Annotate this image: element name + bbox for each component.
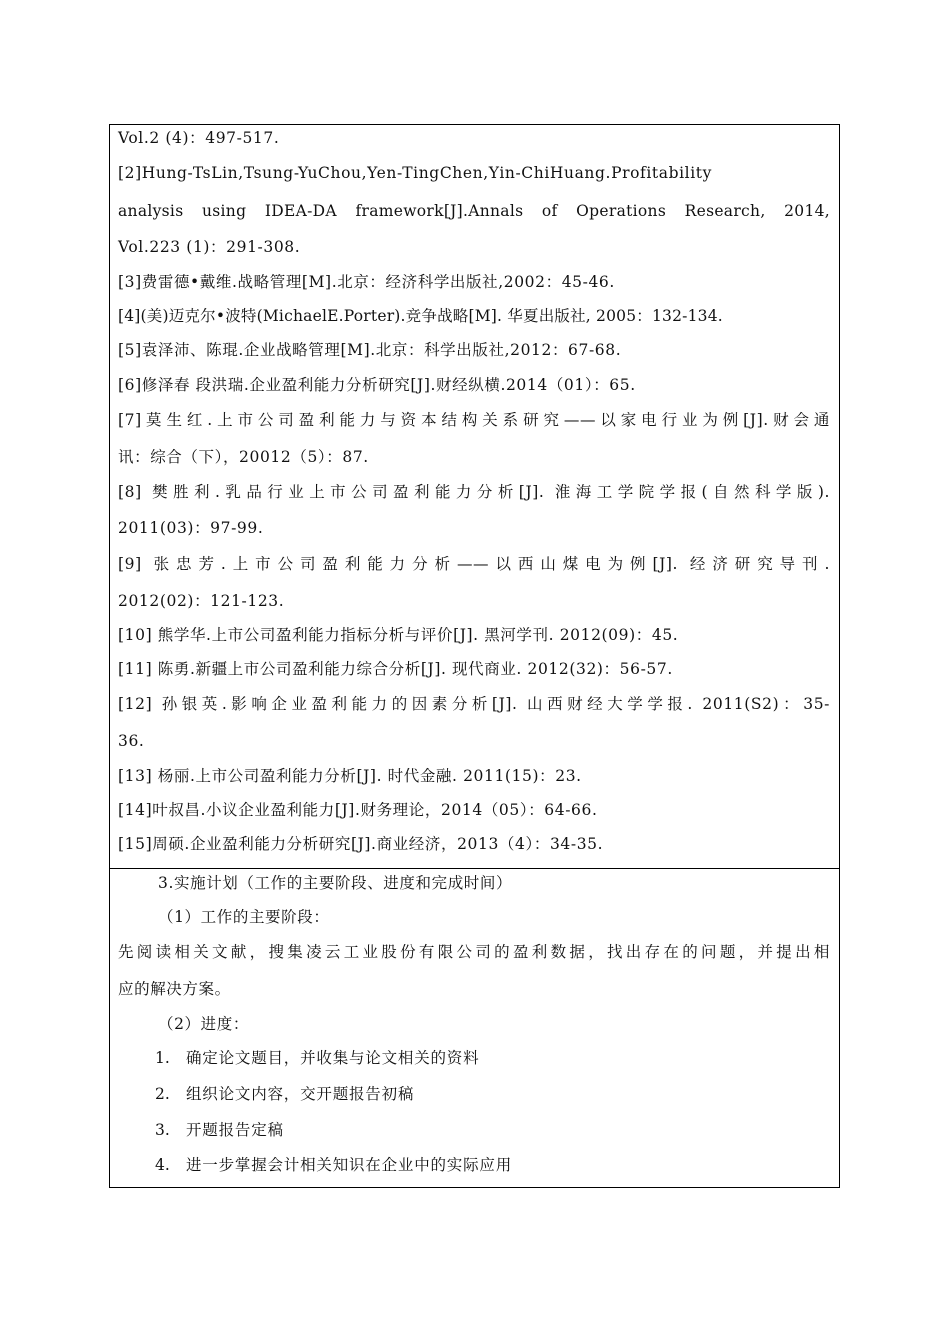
step-number: 4. [155,1156,170,1174]
progress-step [110,1085,839,1103]
reference-line: 讯：综合（下），20012（5）：87. [118,448,369,466]
stage-text: 应的解决方案。 [118,980,231,998]
progress-step [110,1156,839,1174]
reference-line: [6]修泽春 段洪瑞.企业盈利能力分析研究[J].财经纵横.2014（01）：65. [118,376,636,394]
reference-line: [10] 熊学华.上市公司盈利能力指标分析与评价[J]. 黑河学刊. 2012(09)：45. [118,626,679,644]
reference-line: [11] 陈勇.新疆上市公司盈利能力综合分析[J]. 现代商业. 2012(32)：56-57. [118,660,673,678]
section-divider [110,868,839,869]
reference-line: analysis using IDEA‐DA framework[J].Annals of Operations Research, 2014, [118,202,830,220]
step-text: 进一步掌握会计相关知识在企业中的实际应用 [186,1156,513,1174]
step-number: 3. [155,1121,170,1139]
reference-line: [12] 孙银英.影响企业盈利能力的因素分析[J]. 山西财经大学学报. 2011(S2)：35- [118,695,830,713]
reference-line: [5]袁泽沛、陈琨.企业战略管理[M].北京：科学出版社,2012：67-68. [118,341,622,359]
reference-line: [13] 杨丽.上市公司盈利能力分析[J]. 时代金融. 2011(15)：23. [118,767,582,785]
reference-line: [14]叶叔昌.小议企业盈利能力[J].财务理论，2014（05）：64-66. [118,801,598,819]
plan-heading: 3.实施计划（工作的主要阶段、进度和完成时间） [158,874,513,892]
reference-line: 2012(02)：121-123. [118,592,285,610]
reference-line: 36. [118,732,145,750]
reference-line: [7]莫生红.上市公司盈利能力与资本结构关系研究——以家电行业为例[J].财会通 [118,411,830,429]
reference-line: Vol.2 (4)：497-517. [118,129,280,147]
step-text: 开题报告定稿 [186,1121,284,1139]
reference-line: [15]周硕.企业盈利能力分析研究[J].商业经济，2013（4）：34-35. [118,835,604,853]
reference-line: Vol.223 (1)：291-308. [118,238,301,256]
stage-heading: （1）工作的主要阶段： [158,908,330,926]
reference-line: [8] 樊胜利.乳品行业上市公司盈利能力分析[J]. 淮海工学院学报(自然科学版). [118,483,830,501]
reference-line: [2]Hung-TsLin,Tsung-YuChou,Yen-TingChen,Yin-ChiHuang.Profitability [118,164,712,182]
progress-heading: （2）进度： [158,1015,249,1033]
reference-line: [9] 张忠芳.上市公司盈利能力分析——以西山煤电为例[J]. 经济研究导刊. [118,555,830,573]
step-text: 确定论文题目，并收集与论文相关的资料 [186,1049,480,1067]
step-number: 2. [155,1085,170,1103]
stage-text: 先阅读相关文献，搜集凌云工业股份有限公司的盈利数据，找出存在的问题，并提出相 [118,943,830,961]
reference-line: 2011(03)：97-99. [118,519,264,537]
progress-step [110,1121,839,1139]
progress-step [110,1049,839,1067]
reference-line: [4](美)迈克尔•波特(MichaelE.Porter).竞争战略[M]. 华夏出版社, 2005：132-134. [118,307,723,325]
step-text: 组织论文内容，交开题报告初稿 [186,1085,415,1103]
proposal-table [109,124,840,1188]
step-number: 1. [155,1049,170,1067]
reference-line: [3]费雷德•戴维.战略管理[M].北京：经济科学出版社,2002：45-46. [118,273,615,291]
